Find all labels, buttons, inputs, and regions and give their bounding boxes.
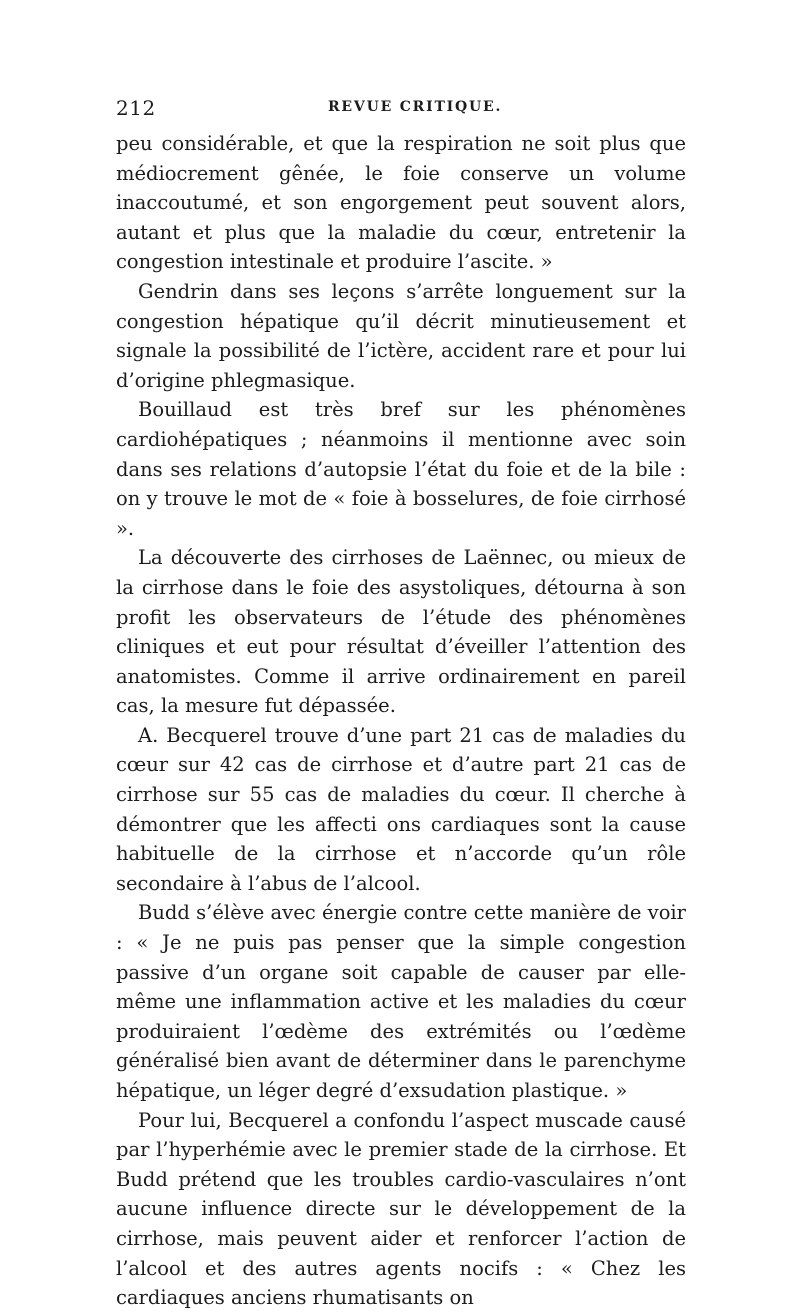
paragraph-continuation: peu considérable, et que la respiration ne soit plus que médiocrement gênée, le foie conserve un volume inaccoutumé, et son engorgement peut souvent alors, autant et plus que la maladie du cœur, entretenir la congestion intestinale et produire l’ascite. »: [116, 132, 686, 274]
paragraph-laennec: La découverte des cirrhoses de Laënnec, ou mieux de la cirrhose dans le foie des asystoliques, détourna à son profit les observateurs de l’étude des phénomènes cliniques et eut pour résultat d’éveiller l’attention des anatomistes. Comme il arrive ordinairement en pareil cas, la mesure fut dépassée.: [116, 546, 686, 718]
paragraph-pour-lui: Pour lui, Becquerel a confondu l’aspect muscade causé par l’hyperhémie avec le premier stade de la cirrhose. Et Budd prétend que les troubles cardio-vasculaires n’ont aucune influence directe sur le développement de la cirrhose, mais peuvent aider et renforcer l’action de l’alcool et des autres agents nocifs : « Chez les cardiaques anciens rhumatisants on: [116, 1108, 686, 1310]
page-number: 212: [116, 96, 156, 120]
journal-title: REVUE CRITIQUE.: [328, 99, 503, 115]
paragraph-bouillaud: Bouillaud est très bref sur les phénomènes cardiohépatiques ; néanmoins il mentionne avec soin dans ses relations d’autopsie l’état du foie et de la bile : on y trouve le mot de « foie à bosselures, de foie cirrhosé ».: [116, 398, 686, 540]
paragraph-becquerel: A. Becquerel trouve d’une part 21 cas de maladies du cœur sur 42 cas de cirrhose et d’autre part 21 cas de cirrhose sur 55 cas de maladies du cœur. Il cherche à démontrer que les affecti ons cardiaques sont la cause habituelle de la cirrhose et n’accorde qu’un rôle secondaire à l’abus de l’alcool.: [116, 723, 686, 895]
paragraph-budd: Budd s’élève avec énergie contre cette manière de voir : « Je ne puis pas penser que la simple congestion passive d’un organe soit capable de causer par elle-même une inflammation active et les maladies du cœur produiraient l’œdème des extrémités ou l’œdème généralisé bien avant de déterminer dans le parenchyme hépatique, un léger degré d’exsudation plastique. »: [116, 901, 686, 1102]
paragraph-gendrin: Gendrin dans ses leçons s’arrête longuement sur la congestion hépatique qu’il décrit minutieusement et signale la possibilité de l’ictère, accident rare et pour lui d’origine phlegmasique.: [116, 279, 686, 392]
body-text: [116, 129, 686, 1313]
running-head: [116, 96, 686, 126]
